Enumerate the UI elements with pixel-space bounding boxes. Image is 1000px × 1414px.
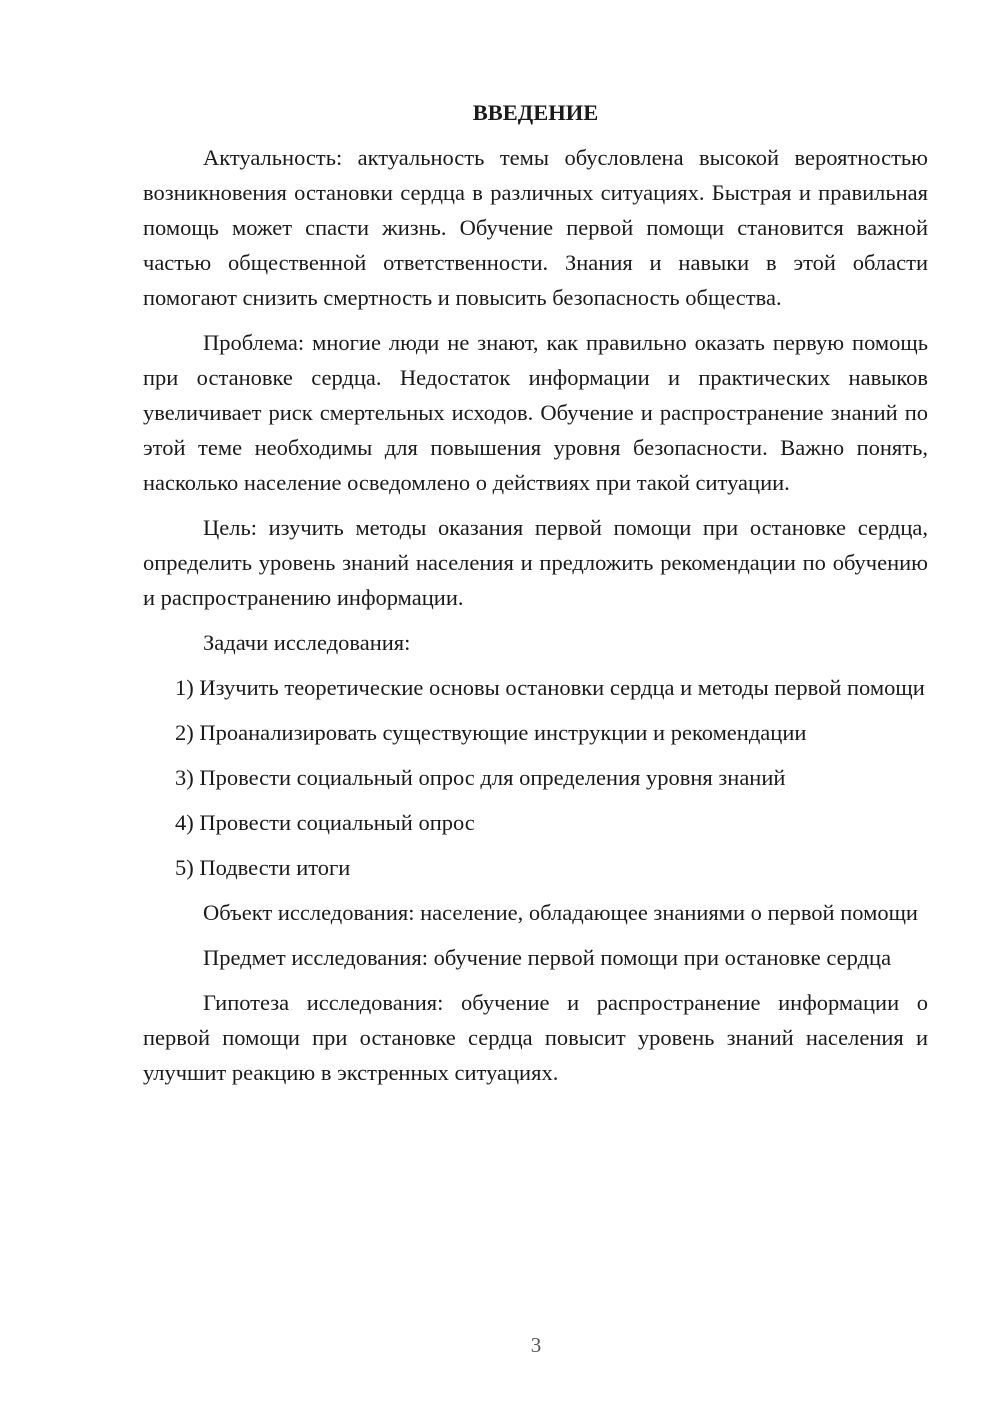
page-number: 3 [530, 1333, 542, 1357]
paragraph-relevance: Актуальность: актуальность темы обусловлена высокой вероятностью возникновения остановки сердца в различных ситуациях. Быстрая и правильная помощь может спасти жизнь. Обучение первой помощи становится важной частью общественной ответственности. Знания и навыки в этой области помогают снизить смертность и повысить безопасность общества. [143, 145, 928, 310]
task-item: 1) Изучить теоретические основы остановки сердца и методы первой помощи [175, 675, 925, 700]
task-item: 5) Подвести итоги [175, 855, 351, 880]
tasks-heading: Задачи исследования: [203, 630, 411, 655]
paragraph-problem: Проблема: многие люди не знают, как правильно оказать первую помощь при остановке сердца. Недостаток информации и практических навыков увеличивает риск смертельных исходов. Обучение и распространение знаний по этой теме необходимы для повышения уровня безопасности. Важно понять, насколько население осведомлено о действиях при такой ситуации. [143, 330, 928, 495]
paragraph-subject: Предмет исследования: обучение первой помощи при остановке сердца [203, 945, 892, 970]
task-item: 4) Провести социальный опрос [175, 810, 475, 835]
paragraph-object: Объект исследования: население, обладающее знаниями о первой помощи [203, 900, 918, 925]
task-item: 2) Проанализировать существующие инструкции и рекомендации [175, 720, 807, 745]
section-title: ВВЕДЕНИЕ [472, 100, 599, 125]
tasks-list [143, 670, 928, 885]
paragraph-hypothesis: Гипотеза исследования: обучение и распространение информации о первой помощи при остановке сердца повысит уровень знаний населения и улучшит реакцию в экстренных ситуациях. [143, 990, 928, 1085]
paragraph-goal: Цель: изучить методы оказания первой помощи при остановке сердца, определить уровень знаний населения и предложить рекомендации по обучению и распространению информации. [143, 515, 928, 610]
page-content [143, 95, 928, 1100]
task-item: 3) Провести социальный опрос для определения уровня знаний [175, 765, 786, 790]
